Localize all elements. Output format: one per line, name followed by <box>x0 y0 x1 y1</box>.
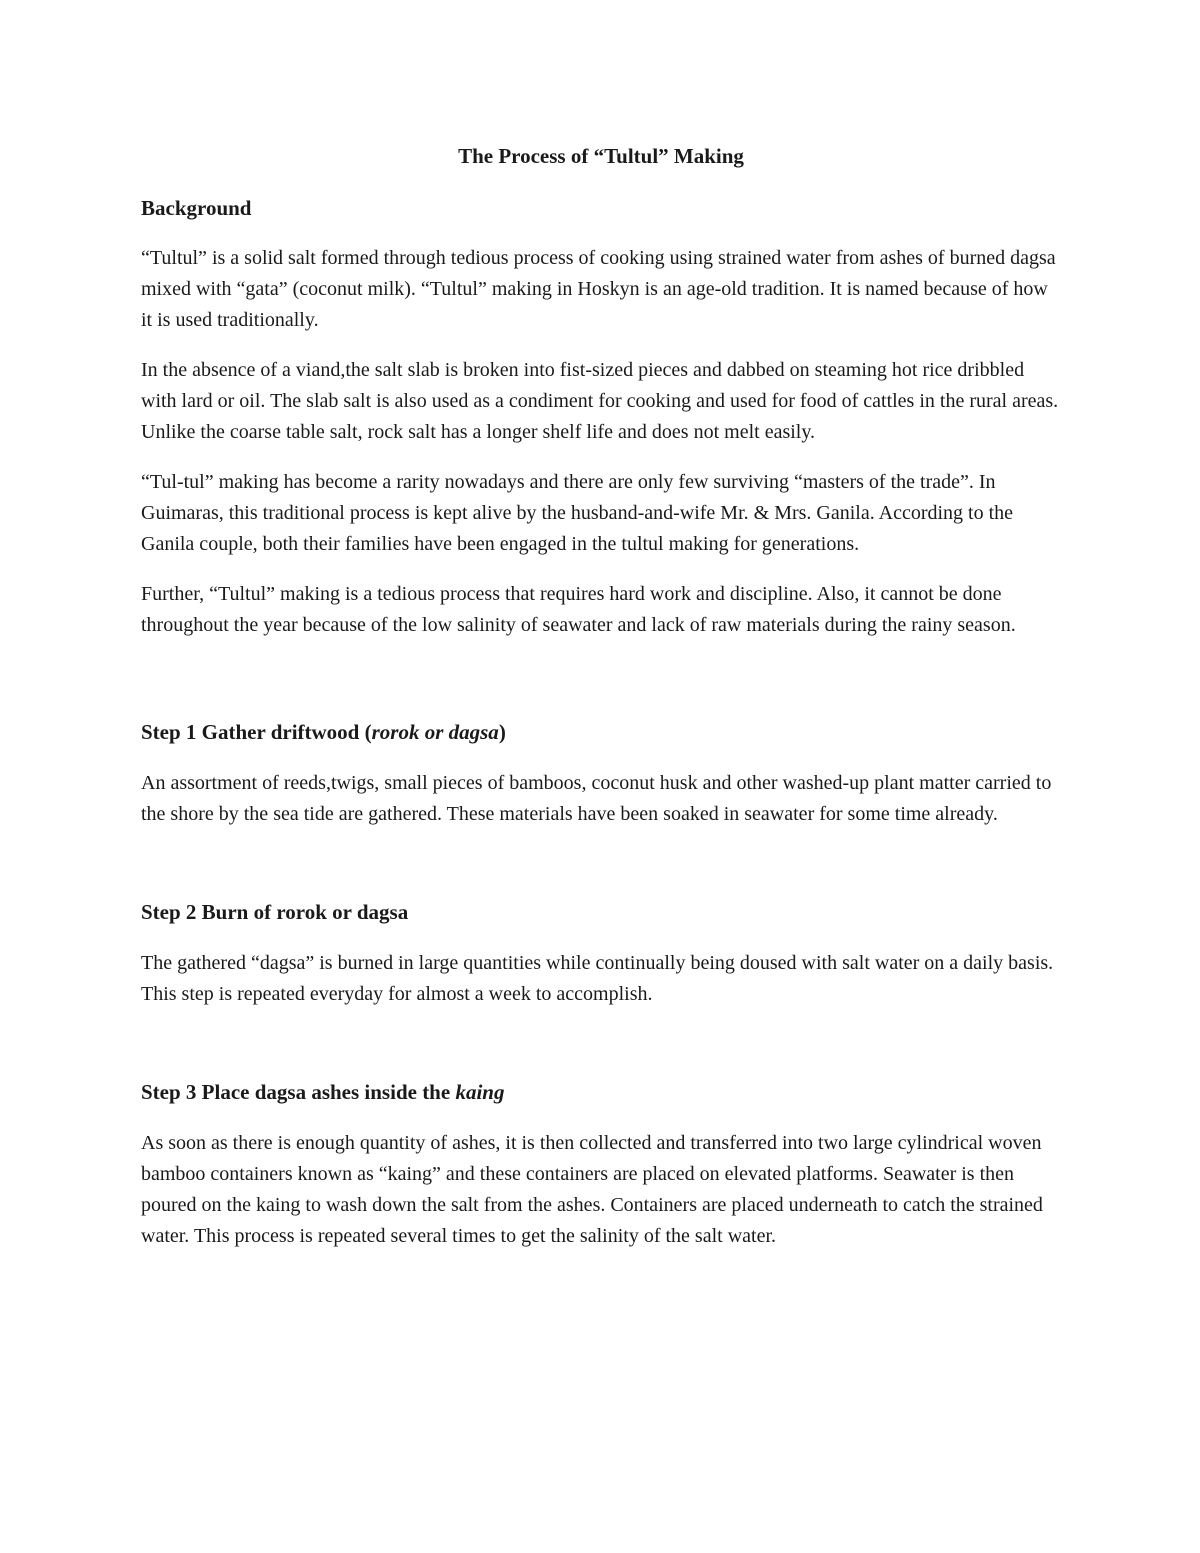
step-3-heading <box>141 1078 1061 1106</box>
step-2-heading <box>141 898 1061 926</box>
step-3-heading-emphasis: kaing <box>455 1080 505 1104</box>
step-1-heading-emphasis: rorok or dagsa <box>371 720 499 744</box>
background-heading: Background <box>141 196 252 220</box>
step-3-body: As soon as there is enough quantity of ashes, it is then collected and transferred into two large cylindrical woven bamboo containers known as “kaing” and these containers are placed on elevated platforms. Seawater is then poured on the kaing to wash down the salt from the ashes. Containers are placed underneath to catch the strained water. This process is repeated several times to get the salinity of the salt water. <box>141 1132 1043 1247</box>
step-2-heading-prefix: Step 2 Burn of rorok or dagsa <box>141 900 409 924</box>
step-1-heading <box>141 718 1061 746</box>
document-title: The Process of “Tultul” Making <box>458 144 744 168</box>
step-2-body: The gathered “dagsa” is burned in large quantities while continually being doused with salt water on a daily basis. This step is repeated everyday for almost a week to accomplish. <box>141 952 1054 1005</box>
step-3-heading-prefix: Step 3 Place dagsa ashes inside the <box>141 1080 456 1104</box>
step-1-heading-prefix: Step 1 Gather driftwood ( <box>141 720 372 744</box>
step-1-body: An assortment of reeds,twigs, small pieces of bamboos, coconut husk and other washed-up plant matter carried to the shore by the sea tide are gathered. These materials have been soaked in seawater for some time already. <box>141 772 1052 825</box>
background-paragraph-3: “Tul-tul” making has become a rarity nowadays and there are only few surviving “masters of the trade”. In Guimaras, this traditional process is kept alive by the husband-and-wife Mr. & Mrs. Ganila. According to the Ganila couple, both their families have been engaged in the tultul making for generations. <box>141 471 1014 555</box>
background-paragraph-4: Further, “Tultul” making is a tedious process that requires hard work and discipline. Also, it cannot be done throughout the year because of the low salinity of seawater and lack of raw materials during the rainy season. <box>141 583 1016 636</box>
background-paragraph-1: “Tultul” is a solid salt formed through tedious process of cooking using strained water from ashes of burned dagsa mixed with “gata” (coconut milk). “Tultul” making in Hoskyn is an age-old tradition. It is named because of how it is used traditionally. <box>141 247 1056 331</box>
background-paragraph-2: In the absence of a viand,the salt slab is broken into fist-sized pieces and dabbed on steaming hot rice dribbled with lard or oil. The slab salt is also used as a condiment for cooking and used for food of cattles in the rural areas. Unlike the coarse table salt, rock salt has a longer shelf life and does not melt easily. <box>141 359 1059 443</box>
step-1-heading-suffix: ) <box>498 720 506 744</box>
document-page <box>141 130 1061 1252</box>
